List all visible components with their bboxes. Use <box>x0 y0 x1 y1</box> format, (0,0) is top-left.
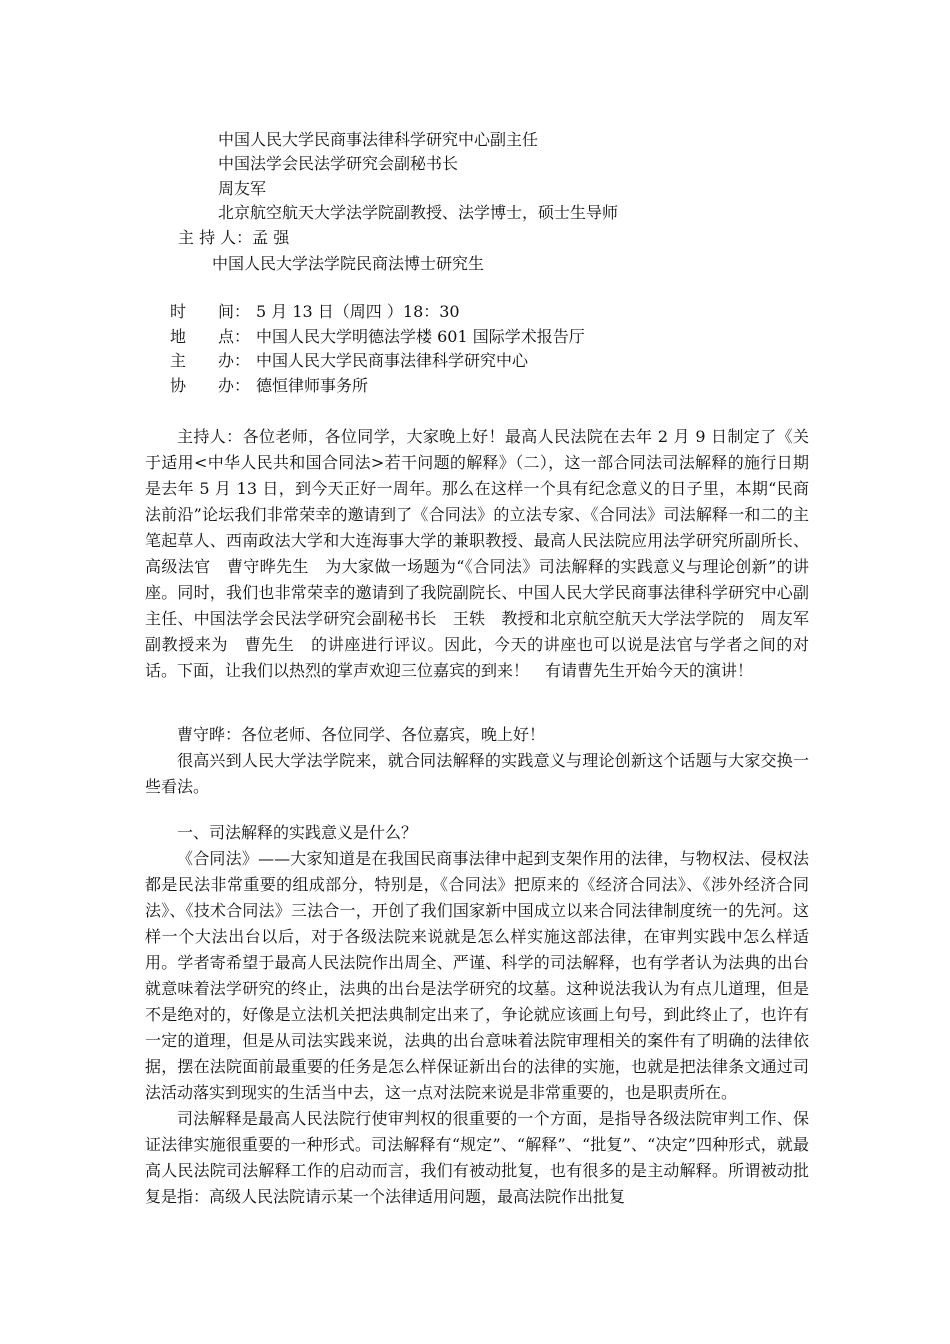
section-paragraph-2: 司法解释是最高人民法院行使审判权的很重要的一个方面，是指导各级法院审判工作、保证法律实施很重要的一种形式。司法解释有“规定”、“解释”、“批复”、“决定”四种形式，就最高人民法院司法解释工作的启动而言，我们有被动批复，也有很多的是主动解释。所谓被动批复是指：高级人民法院请示某一个法律适用问题，最高法院作出批复 <box>145 1109 809 1206</box>
info-place-label: 地 点： <box>170 327 251 346</box>
info-co-host-label: 协 办： <box>170 376 251 395</box>
guest-line-1: 中国人民大学民商事法律科学研究中心副主任 <box>218 130 539 149</box>
info-time-label: 时 间： <box>170 302 251 321</box>
info-place <box>170 325 585 349</box>
info-time <box>170 300 460 324</box>
section-paragraph-1: 《合同法》——大家知道是在我国民商事法律中起到支架作用的法律，与物权法、侵权法都是民法非常重要的组成部分，特别是，《合同法》把原来的《经济合同法》、《涉外经济合同法》、《技术合同法》三法合一，开创了我们国家新中国成立以来合同法律制度统一的先河。这样一个大法出台以后，对于各级法院来说就是怎么样实施这部法律，在审判实践中怎么样适用。学者寄希望于最高人民法院作出周全、严谨、科学的司法解释，也有学者认为法典的出台就意味着法学研究的终止，法典的出台是法学研究的坟墓。这种说法我认为有点儿道理，但是不是绝对的，好像是立法机关把法典制定出来了，争论就应该画上句号，到此终止了，也许有一定的道理，但是从司法实践来说，法典的出台意味着法院审理相关的案件有了明确的法律依据，摆在法院面前最重要的任务是怎么样保证新出台的法律的实施，也就是把法律条文通过司法活动落实到现实的生活当中去，这一点对法院来说是非常重要的，也是职责所在。 <box>145 849 809 1102</box>
guest-line-4: 北京航空航天大学法学院副教授、法学博士，硕士生导师 <box>218 203 619 222</box>
intro-text: 主持人：各位老师，各位同学，大家晚上好！最高人民法院在去年 2 月 9 日制定了《关于适用<中华人民共和国合同法>若干问题的解释》（二），这一部合同法司法解释的施行日期是去年 5 月 13 日，到今天正好一周年。那么在这样一个具有纪念意义的日子里，本期“民商法前沿”论坛我们非常荣幸的邀请到了《合同法》的立法专家、《合同法》司法解释一和二的主笔起草人、西南政法大学和大连海事大学的兼职教授、最高人民法院应用法学研究所副所长、高级法官 曹守晔先生 为大家做一场题为“《合同法》司法解释的实践意义与理论创新”的讲座。同时，我们也非常荣幸的邀请到了我院副院长、中国人民大学民商事法律科学研究中心副主任、中国法学会民法学研究会副秘书长 王轶 教授和北京航空航天大学法学院的 周友军 副教授来为 曹先生 的讲座进行评议。因此，今天的讲座也可以说是法官与学者之间的对话。下面，让我们以热烈的掌声欢迎三位嘉宾的到来！ 有请曹先生开始今天的演讲！ <box>145 427 826 680</box>
info-co-host-value: 德恒律师事务所 <box>256 376 369 395</box>
info-host-org <box>170 349 528 373</box>
opening-text: 很高兴到人民大学法学院来，就合同法解释的实践意义与理论创新这个话题与大家交换一些看法。 <box>145 751 809 796</box>
info-host-org-label: 主 办： <box>170 351 251 370</box>
section-one <box>145 820 809 1210</box>
info-time-value: 5 月 13 日（周四 ）18：30 <box>256 302 460 321</box>
info-host-org-value: 中国人民大学民商事法律科学研究中心 <box>256 351 529 370</box>
intro-paragraph <box>145 424 826 684</box>
info-co-host <box>170 374 368 398</box>
info-place-value: 中国人民大学明德法学楼 601 国际学术报告厅 <box>256 327 585 346</box>
host-line: 主 持 人：孟 强 <box>178 228 290 247</box>
greeting-text: 曹守晔：各位老师、各位同学、各位嘉宾，晚上好！ <box>177 725 546 744</box>
guest-line-2: 中国法学会民法学研究会副秘书长 <box>218 154 459 173</box>
guest-line-3: 周友军 <box>218 179 267 198</box>
speech-start <box>145 722 809 800</box>
host-title: 中国人民大学法学院民商法博士研究生 <box>212 254 485 273</box>
section-heading: 一、司法解释的实践意义是什么？ <box>177 823 418 842</box>
